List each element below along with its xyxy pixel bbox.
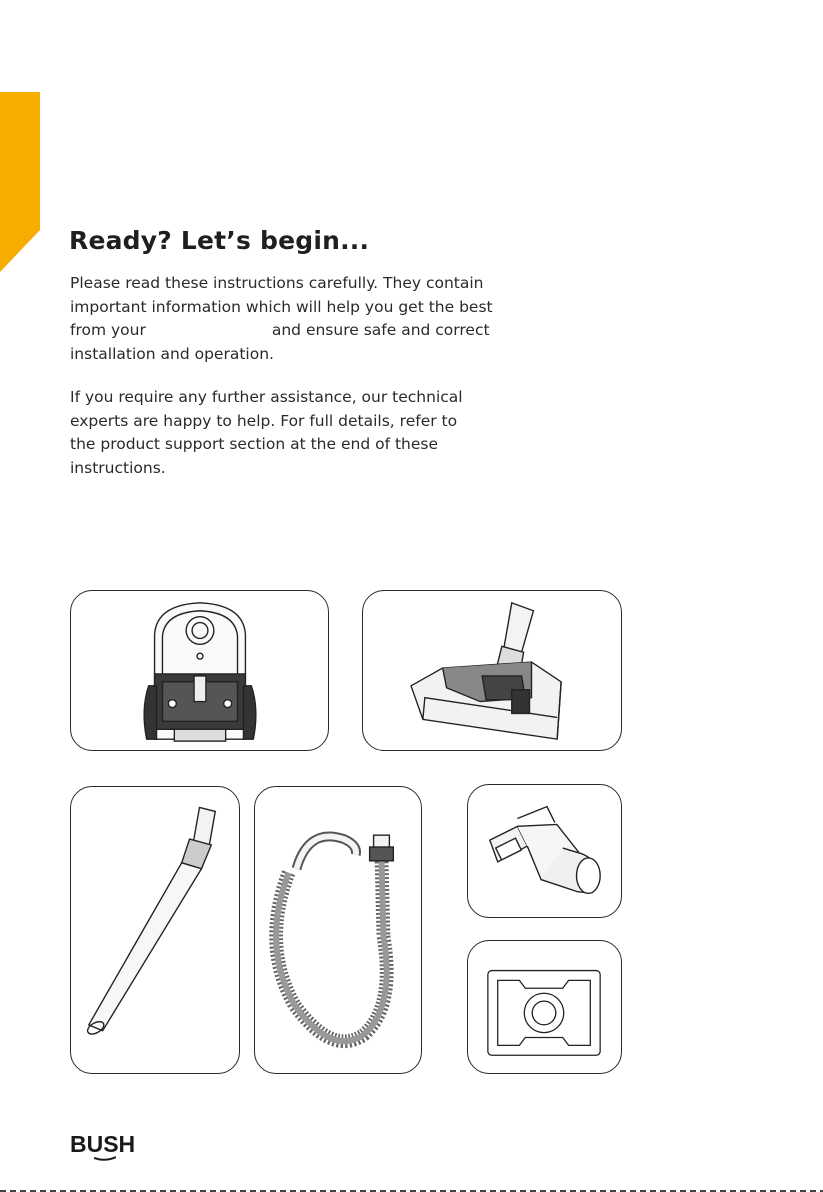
intro-line-3-end: and ensure safe and correct (271, 321, 490, 339)
part-tile-hose (254, 786, 422, 1074)
support-paragraph (70, 386, 550, 480)
page-heading: Ready? Let’s begin... (69, 226, 370, 255)
support-line-4: instructions. (70, 458, 166, 477)
intro-line-2: important information which will help you get the best (70, 297, 493, 316)
intro-paragraph (70, 272, 550, 366)
intro-line-3 (70, 319, 550, 343)
part-tile-telescopic-tube (70, 786, 240, 1074)
accent-tab (0, 92, 40, 272)
intro-line-1: Please read these instructions carefully. They contain (70, 274, 484, 292)
dust-bag-icon (468, 941, 621, 1073)
intro-line-4: installation and operation. (70, 344, 274, 363)
part-tile-crevice-tool (467, 784, 622, 918)
hose-icon (255, 787, 421, 1073)
part-tile-vacuum-body (70, 590, 329, 751)
logo-swoosh-icon (94, 1155, 116, 1161)
part-tile-dust-bag (467, 940, 622, 1074)
floor-brush-icon (363, 591, 621, 750)
intro-line-3-start: from your (70, 321, 146, 339)
support-line-2: experts are happy to help. For full details, refer to (70, 411, 458, 430)
support-line-3: the product support section at the end of these (70, 435, 439, 453)
crevice-tool-icon (468, 785, 621, 917)
bush-logo (70, 1131, 140, 1167)
support-line-1: If you require any further assistance, our technical (70, 388, 463, 406)
bush-logo-text: BUSH (70, 1131, 136, 1157)
part-tile-floor-brush (362, 590, 622, 751)
telescopic-tube-icon (71, 787, 239, 1073)
vacuum-cleaner-body-icon (71, 591, 328, 750)
